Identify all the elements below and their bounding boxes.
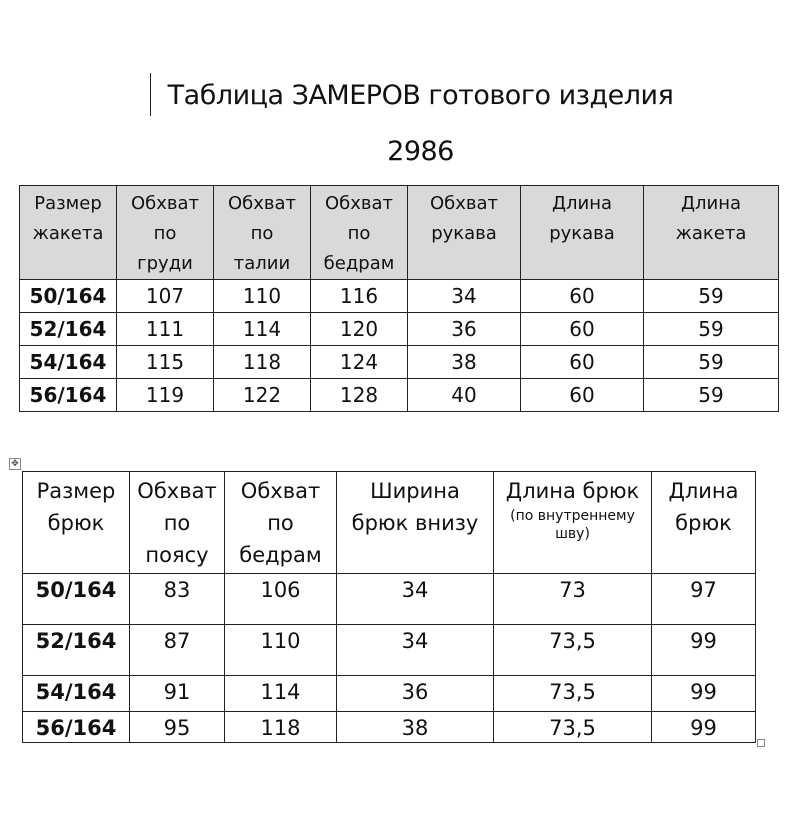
table-cell: 60	[521, 379, 644, 412]
table-row	[20, 379, 779, 412]
table-cell: 36	[408, 313, 521, 346]
table-cell: 73,5	[494, 625, 652, 676]
jacket-measurements-table	[19, 185, 779, 412]
trousers-measurements-table	[22, 471, 756, 743]
table-cell: 111	[117, 313, 214, 346]
table-cell: 118	[225, 712, 337, 743]
size-cell: 50/164	[23, 574, 130, 625]
table-row	[23, 574, 756, 625]
table-cell: 59	[644, 379, 779, 412]
table-cell: 34	[408, 280, 521, 313]
size-cell: 52/164	[23, 625, 130, 676]
table-cell: 34	[337, 625, 494, 676]
header-jacket-length: Длина жакета	[644, 186, 779, 280]
table-cell: 38	[337, 712, 494, 743]
table-cell: 116	[311, 280, 408, 313]
table-header-row	[23, 472, 756, 574]
table-cell: 59	[644, 346, 779, 379]
table-row	[20, 280, 779, 313]
table-cell: 36	[337, 676, 494, 712]
table-cell: 60	[521, 280, 644, 313]
table-row	[20, 346, 779, 379]
table-cell: 118	[214, 346, 311, 379]
size-cell: 56/164	[20, 379, 117, 412]
table-cell: 73,5	[494, 712, 652, 743]
table-cell: 59	[644, 280, 779, 313]
header-trousers-size: Размер брюк	[23, 472, 130, 574]
size-cell: 54/164	[20, 346, 117, 379]
table-cell: 38	[408, 346, 521, 379]
header-trousers-length: Длина брюк	[652, 472, 756, 574]
table-row	[20, 313, 779, 346]
model-number: 2986	[387, 136, 454, 167]
table-cell: 97	[652, 574, 756, 625]
header-waist: Обхват по талии	[214, 186, 311, 280]
size-cell: 54/164	[23, 676, 130, 712]
inseam-note: (по внутреннему шву)	[510, 508, 635, 542]
size-cell: 52/164	[20, 313, 117, 346]
table-row	[23, 712, 756, 743]
table-cell: 40	[408, 379, 521, 412]
table-cell: 110	[214, 280, 311, 313]
table-cell: 115	[117, 346, 214, 379]
header-bottom-width: Ширина брюк внизу	[337, 472, 494, 574]
table-cell: 99	[652, 712, 756, 743]
size-cell: 56/164	[23, 712, 130, 743]
header-hips: Обхват по бедрам	[225, 472, 337, 574]
table-cell: 59	[644, 313, 779, 346]
table-row	[23, 676, 756, 712]
header-inseam-length: Длина брюк (по внутреннему шву)	[494, 472, 652, 574]
table-cell: 107	[117, 280, 214, 313]
table-cell: 73	[494, 574, 652, 625]
resize-handle-icon[interactable]	[757, 739, 765, 747]
table-cell: 122	[214, 379, 311, 412]
table-cell: 60	[521, 313, 644, 346]
table-cell: 114	[225, 676, 337, 712]
move-icon[interactable]: ✥	[9, 458, 21, 470]
table-cell: 73,5	[494, 676, 652, 712]
table-cell: 110	[225, 625, 337, 676]
table-cell: 106	[225, 574, 337, 625]
table-cell: 60	[521, 346, 644, 379]
header-hips: Обхват по бедрам	[311, 186, 408, 280]
header-waist: Обхват по поясу	[130, 472, 225, 574]
table-cell: 91	[130, 676, 225, 712]
table-row	[23, 625, 756, 676]
table-cell: 99	[652, 676, 756, 712]
table-cell: 95	[130, 712, 225, 743]
header-sleeve-length: Длина рукава	[521, 186, 644, 280]
table-cell: 119	[117, 379, 214, 412]
table-header-row	[20, 186, 779, 280]
header-jacket-size: Размер жакета	[20, 186, 117, 280]
table-cell: 114	[214, 313, 311, 346]
header-chest: Обхват по груди	[117, 186, 214, 280]
table-cell: 124	[311, 346, 408, 379]
page-title: Таблица ЗАМЕРОВ готового изделия	[167, 80, 674, 111]
table-cell: 87	[130, 625, 225, 676]
table-cell: 128	[311, 379, 408, 412]
table-cell: 120	[311, 313, 408, 346]
size-cell: 50/164	[20, 280, 117, 313]
header-sleeve-girth: Обхват рукава	[408, 186, 521, 280]
table-cell: 99	[652, 625, 756, 676]
table-cell: 34	[337, 574, 494, 625]
table-cell: 83	[130, 574, 225, 625]
